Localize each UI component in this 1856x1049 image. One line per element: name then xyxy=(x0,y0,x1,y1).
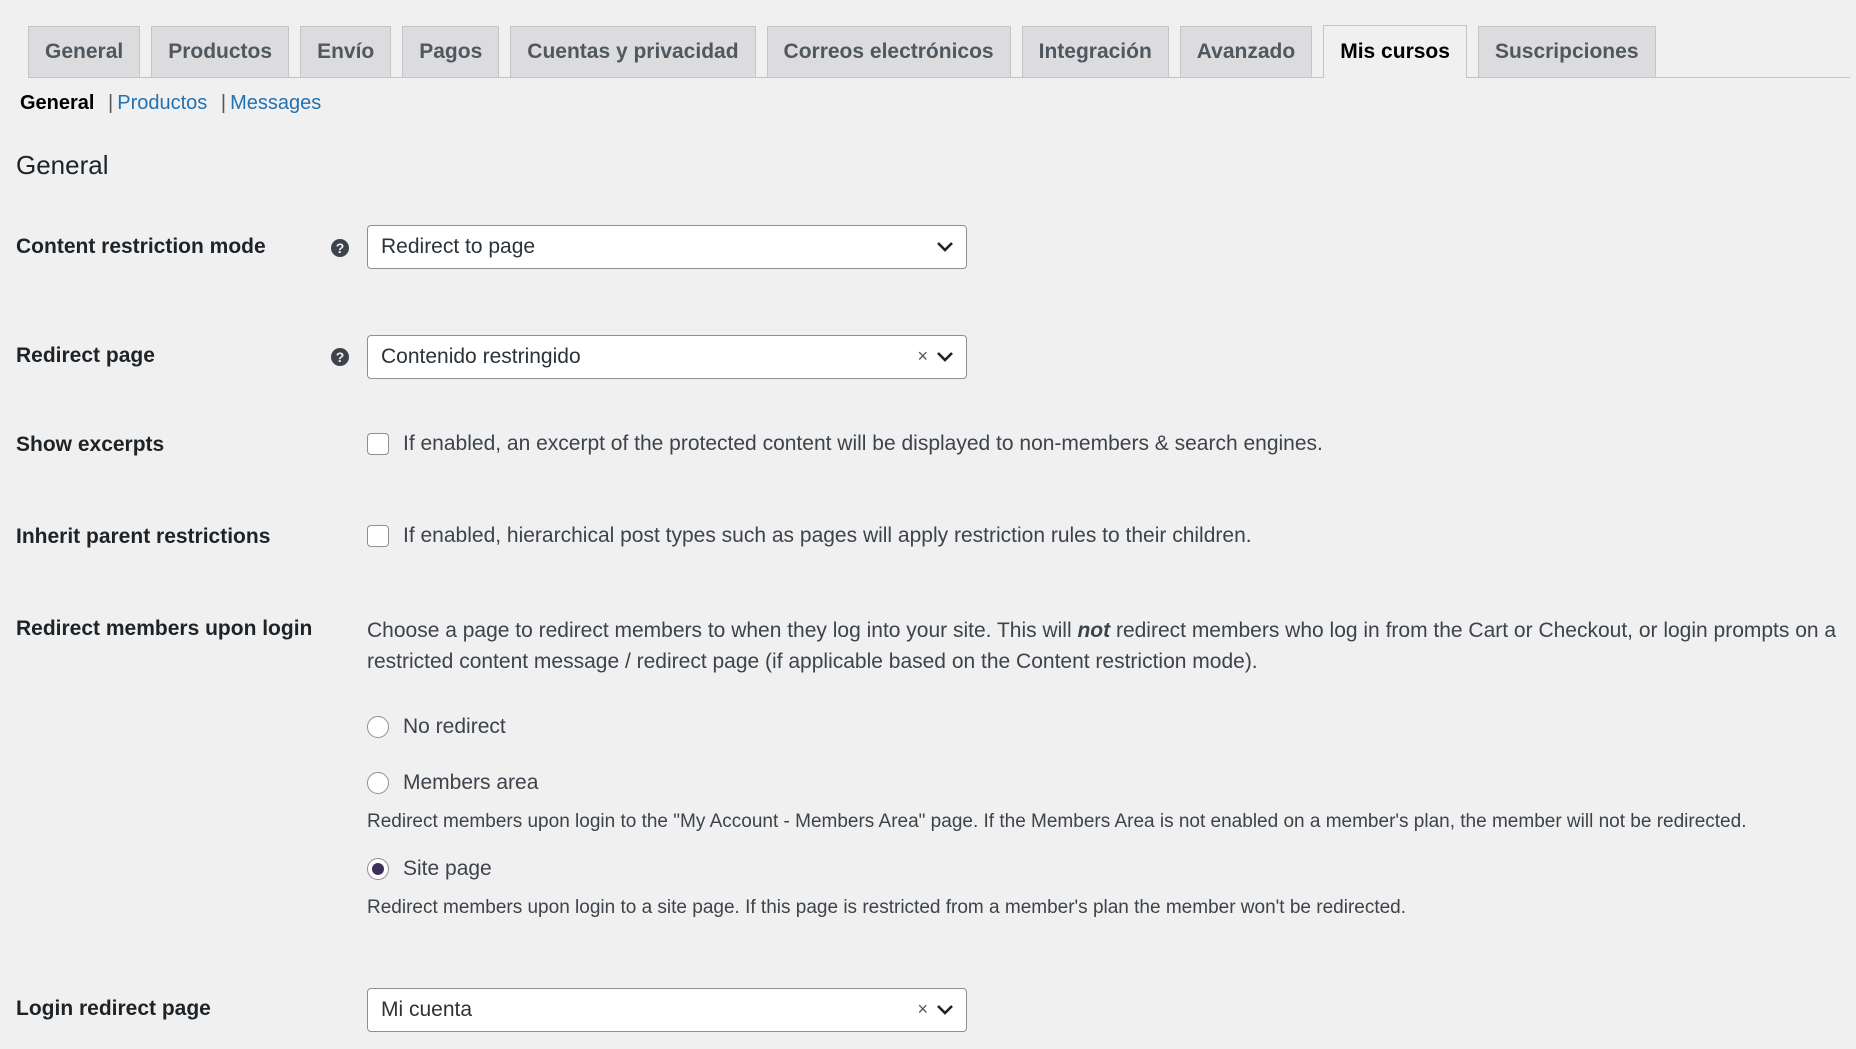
site-page-note: Redirect members upon login to a site page. If this page is restricted from a member's plan the member won't be redirected. xyxy=(367,897,1407,918)
login-redirect-page-label: Login redirect page xyxy=(16,997,211,1020)
redirect-members-description: Choose a page to redirect members to when they log into your site. This will not redirect members who log in from the Cart or Checkout, or login prompts on a restricted content message / redirect page (if applicable based on the Content restriction mode). xyxy=(367,619,1837,673)
show-excerpts-label: Show excerpts xyxy=(16,433,165,456)
radio-no-redirect[interactable] xyxy=(367,716,389,738)
tab-general[interactable]: General xyxy=(28,26,140,77)
inherit-parent-text: If enabled, hierarchical post types such as pages will apply restriction rules to their children. xyxy=(403,524,1252,547)
tab-envio[interactable]: Envío xyxy=(300,26,391,77)
tab-productos[interactable]: Productos xyxy=(151,26,289,77)
clear-icon[interactable]: × xyxy=(917,346,928,366)
select-value: Redirect to page xyxy=(381,235,536,258)
tab-integracion[interactable]: Integración xyxy=(1022,26,1169,77)
sub-navigation xyxy=(20,92,321,115)
show-excerpts-text: If enabled, an excerpt of the protected content will be displayed to non-members & search engines. xyxy=(403,432,1323,455)
tab-correos[interactable]: Correos electrónicos xyxy=(767,26,1011,77)
tab-avanzado[interactable]: Avanzado xyxy=(1180,26,1312,77)
tab-mis-cursos[interactable]: Mis cursos xyxy=(1323,25,1467,78)
inherit-parent-label: Inherit parent restrictions xyxy=(16,525,271,548)
radio-site-page-row xyxy=(367,857,492,881)
select-value: Mi cuenta xyxy=(381,998,473,1021)
tab-pagos[interactable]: Pagos xyxy=(402,26,499,77)
subnav-current-general: General xyxy=(20,92,95,114)
redirect-page-label: Redirect page xyxy=(16,344,155,367)
select-value: Contenido restringido xyxy=(381,345,581,368)
inherit-parent-row xyxy=(367,524,1252,548)
subnav-separator: | xyxy=(108,92,114,114)
radio-label: Site page xyxy=(403,857,492,880)
radio-label: Members area xyxy=(403,771,539,794)
tab-suscripciones[interactable]: Suscripciones xyxy=(1478,26,1656,77)
help-icon[interactable]: ? xyxy=(331,239,349,257)
show-excerpts-row xyxy=(367,432,1323,456)
chevron-down-icon xyxy=(936,351,954,363)
settings-tabs xyxy=(28,25,1850,78)
help-icon[interactable]: ? xyxy=(331,348,349,366)
redirect-members-label: Redirect members upon login xyxy=(16,617,313,640)
clear-icon[interactable]: × xyxy=(917,999,928,1019)
radio-members-area[interactable] xyxy=(367,772,389,794)
show-excerpts-checkbox[interactable] xyxy=(367,433,389,455)
subnav-separator: | xyxy=(220,92,227,114)
radio-no-redirect-row xyxy=(367,715,506,739)
members-area-note: Redirect members upon login to the "My Account - Members Area" page. If the Members Area is not enabled on a member's plan, the member will not be redirected. xyxy=(367,811,1747,832)
radio-site-page[interactable] xyxy=(367,858,389,880)
emphasis-not: not xyxy=(1077,619,1111,642)
login-redirect-page-select[interactable] xyxy=(367,988,967,1032)
chevron-down-icon xyxy=(936,241,954,253)
tab-cuentas-privacidad[interactable]: Cuentas y privacidad xyxy=(510,26,755,77)
chevron-down-icon xyxy=(936,1004,954,1016)
section-title: General xyxy=(16,150,109,180)
subnav-link-messages[interactable]: Messages xyxy=(230,92,322,114)
redirect-page-select[interactable] xyxy=(367,335,967,379)
content-restriction-mode-select[interactable] xyxy=(367,225,967,269)
radio-members-area-row xyxy=(367,771,538,795)
inherit-parent-checkbox[interactable] xyxy=(367,525,389,547)
subnav-link-productos[interactable]: Productos xyxy=(117,92,208,114)
radio-label: No redirect xyxy=(403,715,506,738)
content-restriction-mode-label: Content restriction mode xyxy=(16,235,266,258)
